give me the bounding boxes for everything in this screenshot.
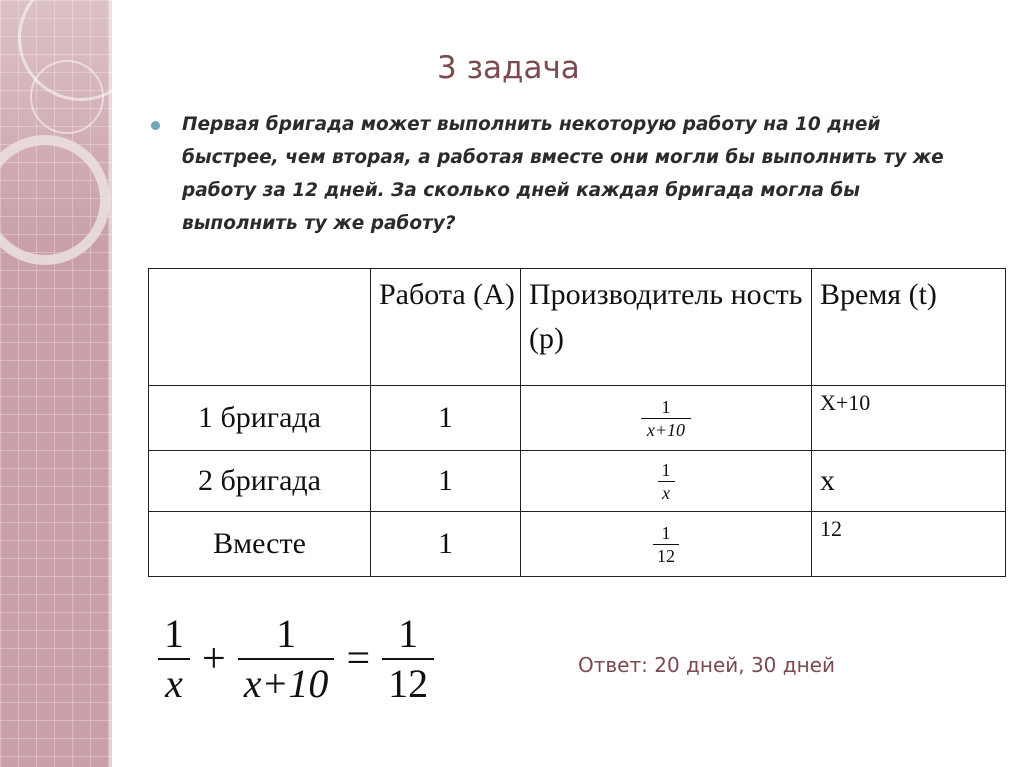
work-cell: 1: [371, 451, 521, 512]
productivity-fraction: [653, 522, 679, 567]
equation-fraction-3: [382, 610, 434, 708]
work-cell: 1: [371, 512, 521, 577]
header-cell-empty: [149, 269, 371, 386]
fraction-denominator: x+10: [646, 419, 686, 440]
productivity-cell: [521, 386, 812, 451]
fraction-denominator: 12: [657, 545, 675, 566]
answer-text: Ответ: 20 дней, 30 дней: [578, 653, 835, 677]
fraction-numerator: 1: [661, 459, 671, 480]
table-row: [149, 451, 1006, 512]
bullet-icon: [151, 121, 160, 130]
task-table: [148, 268, 1006, 577]
fraction-denominator: 12: [388, 661, 429, 706]
slide-title: 3 задача: [437, 50, 580, 86]
work-cell: 1: [371, 386, 521, 451]
fraction-denominator: x: [662, 482, 670, 503]
time-cell: x: [812, 451, 1006, 512]
fraction-numerator: 1: [661, 396, 671, 417]
equation-fraction-2: [238, 610, 335, 708]
table-header-row: [149, 269, 1006, 386]
header-cell-time: Время (t): [812, 269, 1006, 386]
productivity-cell: [521, 512, 812, 577]
decorative-ring: [30, 60, 104, 134]
header-cell-work: Работа (А): [371, 269, 521, 386]
fraction-denominator: x+10: [243, 661, 329, 706]
fraction-numerator: 1: [164, 611, 184, 656]
productivity-fraction: [641, 396, 691, 441]
productivity-fraction: [658, 459, 675, 504]
row-label: 2 бригада: [149, 451, 371, 512]
time-cell: X+10: [812, 386, 1006, 451]
productivity-cell: [521, 451, 812, 512]
problem-statement: Первая бригада может выполнить некоторую работу на 10 дней быстрее, чем вторая, а работая вместе они могли бы выполнить ту же работу за 12 дней. За сколько дней каждая бригада могла бы выполнить ту же работу?: [182, 114, 944, 234]
time-cell: 12: [812, 512, 1006, 577]
row-label: Вместе: [149, 512, 371, 577]
fraction-numerator: 1: [276, 611, 297, 656]
fraction-denominator: x: [165, 661, 183, 706]
fraction-numerator: 1: [398, 611, 419, 656]
equals-sign: =: [346, 636, 371, 682]
equation: [158, 610, 434, 708]
row-label: 1 бригада: [149, 386, 371, 451]
header-cell-productivity: Производитель ность (p): [521, 269, 812, 386]
plus-sign: +: [202, 636, 226, 682]
equation-fraction-1: [158, 610, 190, 708]
table-row: [149, 386, 1006, 451]
table-row: [149, 512, 1006, 577]
fraction-numerator: 1: [661, 522, 671, 543]
